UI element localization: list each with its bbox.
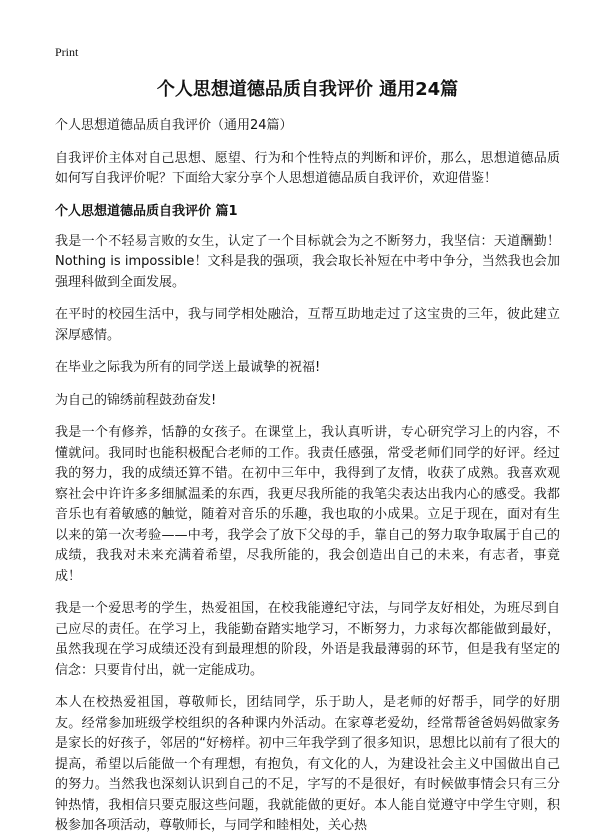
- print-label[interactable]: Print: [55, 45, 79, 59]
- document-subtitle: 个人思想道德品质自我评价（通用24篇）: [55, 118, 293, 133]
- body-paragraph: 在毕业之际我为所有的同学送上最诚挚的祝福!: [55, 360, 321, 375]
- intro-paragraph: 自我评价主体对自己思想、愿望、行为和个性特点的判断和评价，那么，思想道德品质如何写自我评价呢？下面给大家分享个人思想道德品质自我评价，欢迎借鉴！: [55, 150, 560, 186]
- body-paragraph: 我是一个有修养，恬静的女孩子。在课堂上，我认真听讲，专心研究学习上的内容，不懂就问。我同时也能积极配合老师的工作。我责任感强，常受老师们同学的好评。经过我的努力，我的成绩还算不错。在初中三年中，我得到了友情，收获了成熟。我喜欢观察社会中许许多多细腻温柔的东西，我更尽我所能的我笔尖表达出我内心的感受。我都音乐也有着敏感的触觉，随着对音乐的乐趣，我也取的小成果。立足于现在，面对有生以来的第一次考验——中考，我学会了放下父母的手，靠自己的努力取争取属于自己的成绩，我我对未来充满着希望，尽我所能的，我会创造出自己的未来，有志者，事竟成！: [55, 425, 560, 584]
- document-title: 个人思想道德品质自我评价 通用24篇: [156, 79, 459, 100]
- section-heading: 个人思想道德品质自我评价 篇1: [55, 203, 238, 219]
- body-paragraph: 在平时的校园生活中，我与同学相处融洽，互帮互助地走过了这宝贵的三年，彼此建立深厚感情。: [55, 307, 560, 343]
- body-paragraph: 我是一个不轻易言败的女生，认定了一个目标就会为之不断努力，我坚信：天道酬勤！Nothing is impossible！文科是我的强项，我会取长补短在中考中争分，当然我也会加强理科做到全面发展。: [55, 233, 560, 290]
- body-paragraph: 为自己的锦绣前程鼓劲奋发!: [55, 392, 217, 408]
- body-paragraph: 我是一个爱思考的学生，热爱祖国，在校我能遵纪守法，与同学友好相处，为班尽到自己应尽的责任。在学习上，我能勤奋踏实地学习，不断努力，力求每次都能做到最好，虽然我现在学习成绩还没有到最理想的阶段，外语是我最薄弱的环节，但是我有坚定的信念：只要肯付出，就一定能成功。: [55, 601, 560, 678]
- body-paragraph: 本人在校热爱祖国，尊敬师长，团结同学，乐于助人，是老师的好帮手，同学的好朋友。经常参加班级学校组织的各种课内外活动。在家尊老爱幼，经常帮爸爸妈妈做家务是家长的好孩子，邻居的“好榜样。初中三年我学到了很多知识，思想比以前有了很大的提高，希望以后能做一个有理想，有抱负，有文化的人，为建设社会主义中国做出自己的努力。当然我也深刻认识到自己的不足，字写的不是很好，有时候做事情会只有三分钟热情，我相信只要克服这些问题，我就能做的更好。本人能自觉遵守中学生守则，积极参加各项活动，尊敬师长，与同学和睦相处，关心热: [55, 695, 560, 833]
